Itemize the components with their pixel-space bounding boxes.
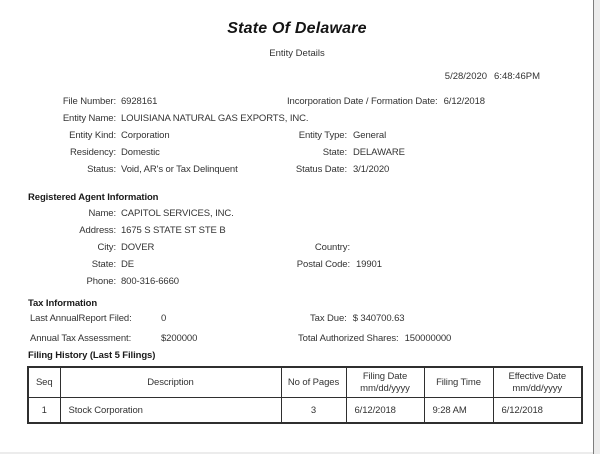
field-agent-city [0, 242, 154, 254]
printed-time: 6:48:46PM [494, 71, 540, 82]
field-status-label: Status: [87, 164, 116, 175]
field-agent-country [295, 242, 356, 254]
column-header-filing-date-line1: Filing Date [362, 370, 408, 382]
column-header-filing-time: Filing Time [424, 367, 493, 398]
field-agent-phone-label: Phone: [86, 276, 116, 287]
field-total-authorized-shares-value: 150000000 [404, 333, 452, 344]
field-agent-postal-code [295, 259, 382, 271]
field-file-number [0, 96, 157, 108]
field-entity-kind-label: Entity Kind: [69, 130, 116, 141]
field-tax-due-value: $ 340700.63 [352, 313, 405, 324]
field-last-annual-report-value: 0 [161, 313, 167, 324]
field-entity-state [295, 147, 405, 159]
cell-filing-date: 6/12/2018 [346, 398, 424, 424]
field-agent-phone-value: 800-316-6660 [121, 276, 179, 287]
field-annual-tax-assessment-value: $200000 [161, 333, 198, 344]
cell-effective-date: 6/12/2018 [493, 398, 582, 424]
field-status-date-value: 3/1/2020 [353, 164, 390, 175]
field-annual-tax-assessment [30, 333, 197, 345]
filing-history-row [28, 398, 582, 424]
field-residency-value: Domestic [121, 147, 160, 158]
page-title: State Of Delaware [227, 20, 367, 37]
column-header-filing-date [346, 367, 424, 398]
field-tax-due-label: Tax Due: [310, 313, 347, 324]
page-subtitle: Entity Details [269, 48, 325, 59]
window-right-edge [593, 0, 600, 454]
field-residency [0, 147, 160, 159]
filing-history-heading: Filing History (Last 5 Filings) [28, 350, 156, 361]
column-header-effective-date [493, 367, 582, 398]
column-header-effective-date-line2: mm/dd/yyyy [512, 382, 563, 394]
field-agent-postal-code-label: Postal Code: [296, 259, 350, 270]
field-annual-tax-assessment-label: Annual Tax Assessment: [30, 333, 132, 344]
registered-agent-heading: Registered Agent Information [28, 192, 159, 203]
field-incorporation-date-label: Incorporation Date / Formation Date: [287, 96, 438, 107]
field-agent-address-value: 1675 S STATE ST STE B [121, 225, 226, 236]
field-agent-country-label: Country: [314, 242, 350, 253]
field-last-annual-report-label: Last AnnualReport Filed: [30, 313, 132, 324]
field-incorporation-date [287, 96, 485, 108]
cell-pages: 3 [281, 398, 346, 424]
field-entity-name-value: LOUISIANA NATURAL GAS EXPORTS, INC. [121, 113, 309, 124]
field-entity-kind-value: Corporation [121, 130, 170, 141]
field-total-authorized-shares-label: Total Authorized Shares: [298, 333, 399, 344]
field-residency-label: Residency: [70, 147, 116, 158]
field-agent-address-label: Address: [79, 225, 116, 236]
field-agent-city-label: City: [97, 242, 116, 253]
field-total-authorized-shares [298, 333, 451, 345]
field-agent-name-value: CAPITOL SERVICES, INC. [121, 208, 234, 219]
column-header-effective-date-line1: Effective Date [508, 370, 567, 382]
field-file-number-value: 6928161 [121, 96, 158, 107]
column-header-filing-date-line2: mm/dd/yyyy [360, 382, 410, 394]
column-header-description: Description [60, 367, 281, 398]
filing-history-table [27, 366, 583, 424]
field-agent-postal-code-value: 19901 [356, 259, 382, 270]
field-file-number-label: File Number: [62, 96, 116, 107]
field-entity-state-value: DELAWARE [353, 147, 405, 158]
field-agent-state-label: State: [91, 259, 116, 270]
column-header-seq: Seq [28, 367, 60, 398]
field-agent-state-value: DE [121, 259, 134, 270]
tax-information-heading: Tax Information [28, 298, 98, 309]
cell-filing-time: 9:28 AM [424, 398, 493, 424]
printed-date: 5/28/2020 [444, 71, 488, 82]
column-header-pages: No of Pages [281, 367, 346, 398]
field-incorporation-date-value: 6/12/2018 [443, 96, 485, 107]
field-entity-name [0, 113, 308, 125]
field-status-date-label: Status Date: [295, 164, 347, 175]
field-entity-name-label: Entity Name: [62, 113, 116, 124]
field-agent-phone [0, 276, 179, 288]
field-last-annual-report [30, 313, 166, 325]
cell-seq: 1 [28, 398, 60, 424]
field-tax-due [310, 313, 404, 325]
field-status [0, 164, 238, 176]
field-entity-state-label: State: [322, 147, 347, 158]
filing-history-header-row [28, 367, 582, 398]
field-agent-state [0, 259, 134, 271]
field-agent-city-value: DOVER [121, 242, 155, 253]
field-entity-type-label: Entity Type: [298, 130, 347, 141]
cell-description: Stock Corporation [60, 398, 281, 424]
printed-timestamp [434, 60, 540, 93]
field-agent-address [0, 225, 226, 237]
field-entity-type [295, 130, 386, 142]
field-status-date [295, 164, 389, 176]
field-agent-name [0, 208, 234, 220]
field-agent-name-label: Name: [88, 208, 116, 219]
field-entity-kind [0, 130, 170, 142]
field-status-value: Void, AR's or Tax Delinquent [121, 164, 238, 175]
field-entity-type-value: General [353, 130, 387, 141]
